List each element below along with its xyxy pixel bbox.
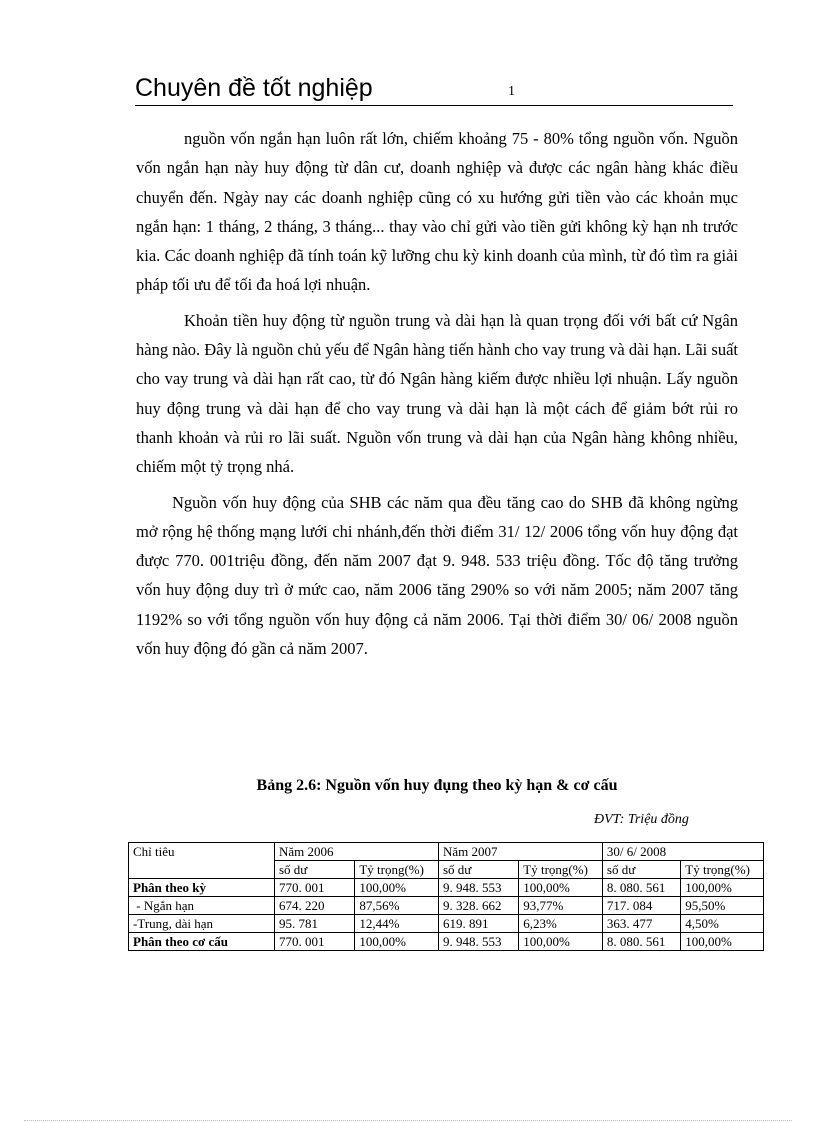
table-row (129, 879, 764, 897)
table-cell: 87,56% (355, 897, 439, 915)
table-cell: 717. 084 (602, 897, 680, 915)
table-cell: 100,00% (519, 933, 603, 951)
table-cell: 770. 001 (274, 933, 354, 951)
row-label: Phân theo cơ cấu (129, 933, 275, 951)
table-cell: 4,50% (681, 915, 764, 933)
table-cell: 8. 080. 561 (602, 879, 680, 897)
table-cell: 619. 891 (438, 915, 518, 933)
page-header (135, 72, 733, 106)
balance-header: số dư (438, 861, 518, 879)
table-cell: 100,00% (681, 933, 764, 951)
row-label: Phân theo kỳ (129, 879, 275, 897)
table-row (129, 897, 764, 915)
table-cell: 95,50% (681, 897, 764, 915)
table-header-row (129, 843, 764, 861)
table-row (129, 933, 764, 951)
table-cell: 100,00% (681, 879, 764, 897)
unit-note: ĐVT: Triệu đồng (594, 812, 689, 827)
table-row (129, 915, 764, 933)
table-cell: 12,44% (355, 915, 439, 933)
paragraph: Khoản tiền huy động từ nguồn trung và dài hạn là quan trọng đối với bất cứ Ngân hàng nào. Đây là nguồn chủ yếu để Ngân hàng tiến hành cho vay trung và dài hạn. Lãi suất cho vay trung và dài hạn rất cao, từ đó Ngân hàng kiếm được nhiều lợi nhuận. Lấy nguồn huy động trung và dài hạn để cho vay trung và dài hạn là một cách để giảm bớt rủi ro thanh khoản và rủi ro lãi suất. Nguồn vốn trung và dài hạn của Ngân hàng không nhiều, chiếm một tỷ trọng nhá. (136, 310, 738, 477)
capital-table (128, 842, 764, 951)
table-cell: 9. 328. 662 (438, 897, 518, 915)
body-text (136, 124, 738, 669)
row-label: -Trung, dài hạn (129, 915, 275, 933)
table-cell: 100,00% (519, 879, 603, 897)
share-header: Tỷ trọng(%) (355, 861, 439, 879)
year-header: 30/ 6/ 2008 (602, 843, 763, 861)
table-cell: 674. 220 (274, 897, 354, 915)
share-header: Tỷ trọng(%) (519, 861, 603, 879)
document-title: Chuyên đề tốt nghiệp (135, 74, 373, 102)
table-cell: 770. 001 (274, 879, 354, 897)
balance-header: số dư (274, 861, 354, 879)
table-cell: 9. 948. 553 (438, 933, 518, 951)
table-cell: 95. 781 (274, 915, 354, 933)
table-cell: 9. 948. 553 (438, 879, 518, 897)
table-cell: 100,00% (355, 933, 439, 951)
table-cell: 8. 080. 561 (602, 933, 680, 951)
table-cell: 93,77% (519, 897, 603, 915)
row-label: - Ngắn hạn (129, 897, 275, 915)
year-header: Năm 2006 (274, 843, 438, 861)
indicator-header: Chỉ tiêu (129, 843, 275, 879)
share-header: Tỷ trọng(%) (681, 861, 764, 879)
table-cell: 100,00% (355, 879, 439, 897)
year-header: Năm 2007 (438, 843, 602, 861)
paragraph: Nguồn vốn huy động của SHB các năm qua đều tăng cao do SHB đã không ngừng mở rộng hệ thống mạng lưới chi nhánh,đến thời điểm 31/ 12/ 2006 tổng vốn huy động đạt được 770. 001triệu đồng, đến năm 2007 đạt 9. 948. 533 triệu đồng. Tốc độ tăng trưởng vốn huy động duy trì ở mức cao, năm 2006 tăng 290% so với năm 2005; năm 2007 tăng 1192% so với tổng nguồn vốn huy động cả năm 2006. Tại thời điểm 30/ 06/ 2008 nguồn vốn huy động đó gần cả năm 2007. (136, 492, 738, 659)
page-bottom-divider (24, 1120, 792, 1121)
table-caption: Bảng 2.6: Nguồn vốn huy đụng theo kỳ hạn & cơ cấu (256, 777, 618, 794)
table-cell: 363. 477 (602, 915, 680, 933)
table-cell: 6,23% (519, 915, 603, 933)
paragraph: nguồn vốn ngắn hạn luôn rất lớn, chiếm khoảng 75 - 80% tổng nguồn vốn. Nguồn vốn ngắn hạn này huy động từ dân cư, doanh nghiệp và được các ngân hàng khác điều chuyển đến. Ngày nay các doanh nghiệp cũng có xu hướng gửi tiền vào các khoản mục ngắn hạn: 1 tháng, 2 tháng, 3 tháng... thay vào chỉ gửi vào tiền gửi không kỳ hạn nh trước kia. Các doanh nghiệp đã tính toán kỹ lưỡng chu kỳ kinh doanh của mình, từ đó tìm ra giải pháp tối ưu để tối đa hoá lợi nhuận. (136, 129, 738, 295)
page-number: 1 (508, 84, 515, 99)
balance-header: số dư (602, 861, 680, 879)
